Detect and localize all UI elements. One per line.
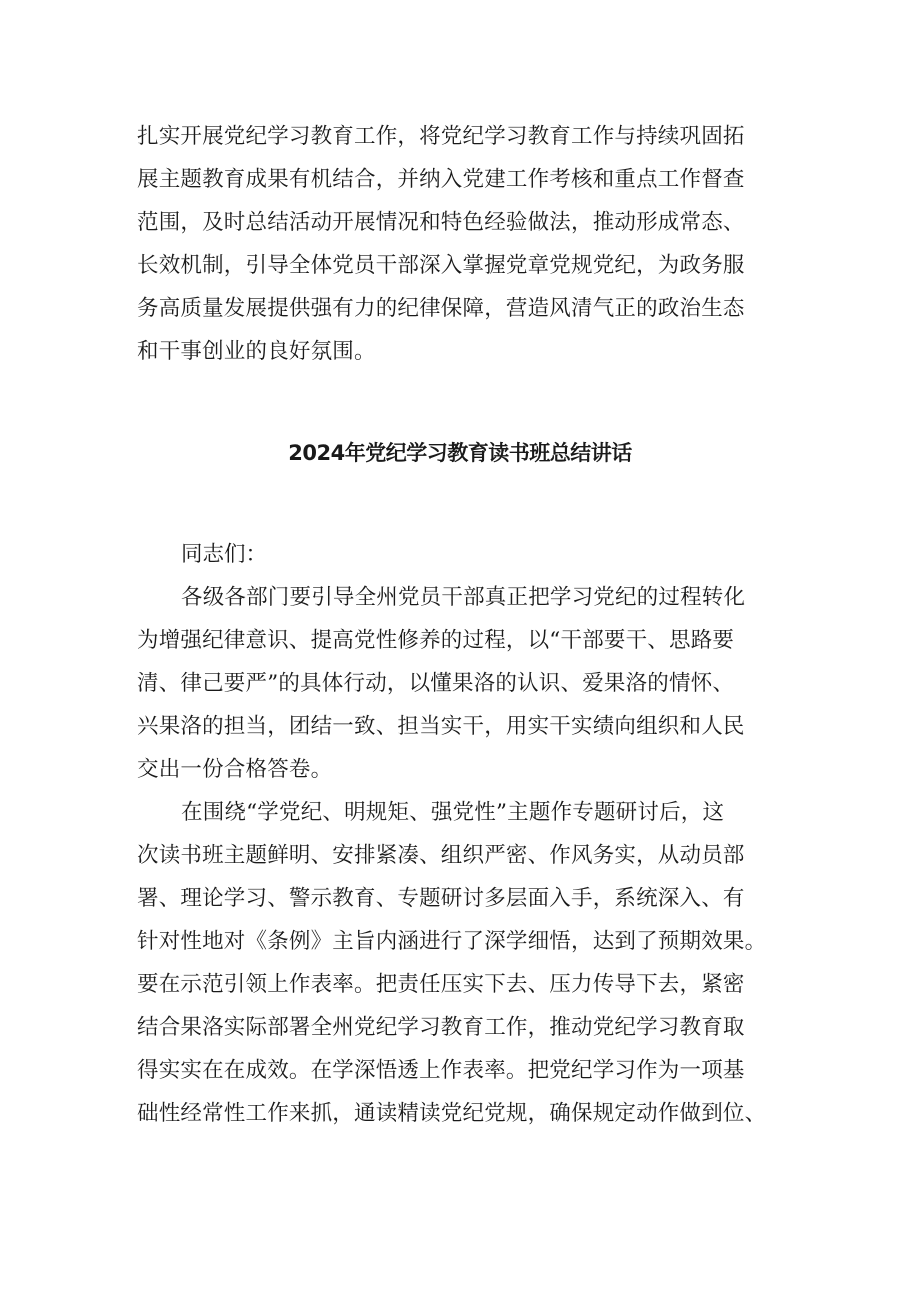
paragraph-2-line-3: 署、理论学习、警示教育、专题研讨多层面入手，系统深入、有 bbox=[137, 886, 745, 911]
paragraph-1-line-5: 交出一份合格答卷。 bbox=[137, 757, 333, 782]
intro-line-2: 展主题教育成果有机结合，并纳入党建工作考核和重点工作督查 bbox=[137, 167, 745, 192]
intro-line-4: 长效机制，引导全体党员干部深入掌握党章党规党纪，为政务服 bbox=[137, 253, 745, 278]
paragraph-2-line-5: 要在示范引领上作表率。把责任压实下去、压力传导下去，紧密 bbox=[137, 972, 745, 997]
paragraph-1-line-2: 为增强纪律意识、提高党性修养的过程，以“干部要干、思路要 bbox=[137, 628, 735, 653]
paragraph-1-line-4: 兴果洛的担当，团结一致、担当实干，用实干实绩向组织和人民 bbox=[137, 714, 745, 739]
intro-line-3: 范围，及时总结活动开展情况和特色经验做法，推动形成常态、 bbox=[137, 210, 745, 235]
paragraph-1 bbox=[137, 576, 797, 791]
paragraph-1-line-3: 清、律己要严”的具体行动，以懂果洛的认识、爱果洛的情怀、 bbox=[137, 671, 735, 696]
intro-paragraph bbox=[137, 115, 797, 373]
intro-line-1: 扎实开展党纪学习教育工作，将党纪学习教育工作与持续巩固拓 bbox=[137, 124, 745, 149]
paragraph-2-line-2: 次读书班主题鲜明、安排紧凑、组织严密、作风务实，从动员部 bbox=[137, 843, 745, 868]
paragraph-2-line-6: 结合果洛实际部署全州党纪学习教育工作，推动党纪学习教育取 bbox=[137, 1015, 745, 1040]
paragraph-1-line-1: 各级各部门要引导全州党员干部真正把学习党纪的过程转化 bbox=[181, 585, 746, 610]
paragraph-2-line-4: 针对性地对《条例》主旨内涵进行了深学细悟，达到了预期效果。 bbox=[137, 929, 767, 954]
paragraph-2-line-8: 础性经常性工作来抓，通读精读党纪党规，确保规定动作做到位、 bbox=[137, 1101, 767, 1126]
intro-line-6: 和干事创业的良好氛围。 bbox=[137, 339, 376, 364]
paragraph-2-line-1: 在围绕“学党纪、明规矩、强党性”主题作专题研讨后，这 bbox=[181, 800, 725, 825]
salutation: 同志们： bbox=[181, 542, 268, 567]
paragraph-2-line-7: 得实实在在成效。在学深悟透上作表率。把党纪学习作为一项基 bbox=[137, 1058, 745, 1083]
intro-line-5: 务高质量发展提供强有力的纪律保障，营造风清气正的政治生态 bbox=[137, 296, 745, 321]
document-title: 2024年党纪学习教育读书班总结讲话 bbox=[288, 441, 632, 465]
paragraph-2 bbox=[137, 791, 797, 1135]
